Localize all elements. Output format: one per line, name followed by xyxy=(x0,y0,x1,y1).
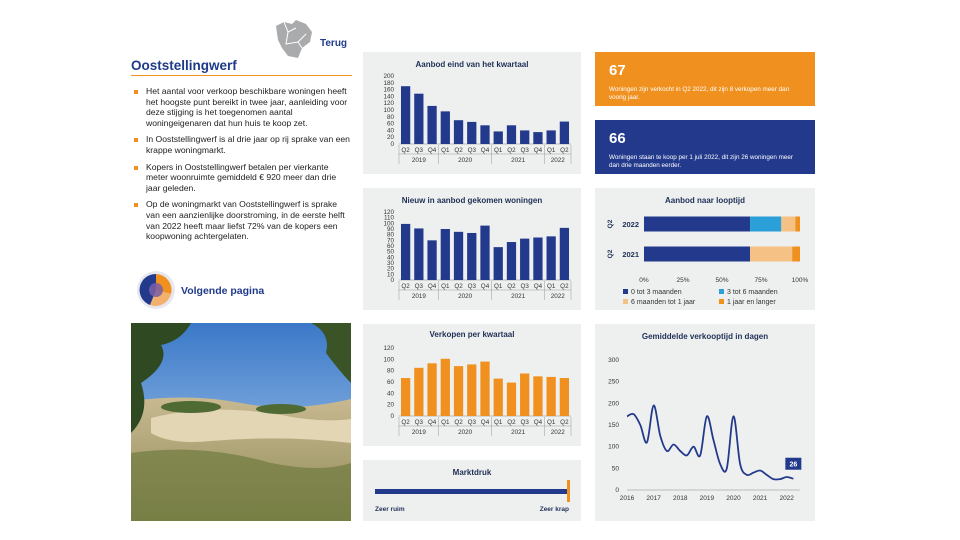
marktdruk-left-label: Zeer ruim xyxy=(375,506,405,513)
quarter-tick-label: Q3 xyxy=(467,147,476,154)
legend-label: 0 tot 3 maanden xyxy=(631,289,682,296)
bar xyxy=(414,228,423,280)
category-group-label: Q2 xyxy=(607,249,614,259)
bar xyxy=(560,378,569,416)
quarter-tick-label: Q1 xyxy=(494,283,503,290)
bar xyxy=(520,130,529,144)
bar xyxy=(467,122,476,144)
looptijd-stacked-chart xyxy=(595,188,815,310)
kpi-sold-text: Woningen zijn verkocht in Q2 2022, dit zijn 8 verkopen meer dan voorig jaar. xyxy=(609,86,790,101)
finding-item: Het aantal voor verkoop beschikbare woningen heeft het hoogste punt bereikt in twee jaar, aanleiding voor deze stijging is het toegenomen aantal woningeigenaren dat hun huis te koop zet. xyxy=(132,86,350,128)
marktdruk-track xyxy=(375,489,569,494)
back-link[interactable]: Terug xyxy=(320,38,348,49)
stacked-bar-segment xyxy=(750,247,792,262)
marktdruk-right-label: Zeer krap xyxy=(539,506,569,513)
verkopen-chart-panel xyxy=(363,324,581,446)
bar xyxy=(401,86,410,144)
legend-swatch xyxy=(719,299,724,304)
quarter-tick-label: Q1 xyxy=(494,419,503,426)
quarter-tick-label: Q2 xyxy=(507,283,516,290)
y-tick-label: 40 xyxy=(386,390,394,398)
bar xyxy=(454,232,463,280)
bar xyxy=(441,359,450,416)
quarter-tick-label: Q1 xyxy=(441,419,450,426)
quarter-tick-label: Q2 xyxy=(401,147,410,154)
year-tick-label: 2022 xyxy=(550,157,565,164)
verkopen-chart-title: Verkopen per kwartaal xyxy=(429,330,515,339)
bar xyxy=(401,224,410,280)
quarter-tick-label: Q3 xyxy=(414,283,424,290)
year-tick-label: 2020 xyxy=(458,293,473,300)
kpi-sold-box xyxy=(595,52,815,106)
quarter-tick-label: Q4 xyxy=(533,283,543,290)
bar xyxy=(547,377,556,416)
quarter-tick-label: Q3 xyxy=(520,419,529,426)
quarter-tick-label: Q2 xyxy=(454,147,463,154)
bar xyxy=(520,374,529,417)
quarter-tick-label: Q4 xyxy=(480,147,490,154)
quarter-tick-label: Q4 xyxy=(480,419,490,426)
year-tick-label: 2020 xyxy=(458,429,473,436)
bar xyxy=(480,226,489,280)
x-tick-label: 2022 xyxy=(779,495,794,502)
nieuw-chart-panel xyxy=(363,188,581,310)
pie-chart-icon xyxy=(136,270,176,310)
y-tick-label: 250 xyxy=(608,378,619,386)
y-tick-label: 160 xyxy=(383,86,394,94)
bar xyxy=(467,364,476,416)
x-tick-label: 2018 xyxy=(672,495,688,502)
bar xyxy=(454,366,463,416)
kpi-for-sale-text: Woningen staan te koop per 1 juli 2022, dit zijn 26 woningen meer dan drie maanden eerder. xyxy=(609,154,794,169)
x-tick-label: 2021 xyxy=(752,495,768,502)
quarter-tick-label: Q4 xyxy=(480,283,490,290)
year-tick-label: 2019 xyxy=(411,157,426,164)
year-tick-label: 2022 xyxy=(550,293,565,300)
y-tick-label: 100 xyxy=(383,220,394,228)
quarter-tick-label: Q4 xyxy=(533,419,543,426)
series-line xyxy=(627,405,793,479)
verkopen-bar-chart xyxy=(363,324,581,446)
y-tick-label: 120 xyxy=(383,100,394,108)
bar xyxy=(533,376,542,416)
legend-label: 3 tot 6 maanden xyxy=(727,289,778,296)
y-tick-label: 140 xyxy=(383,93,394,101)
y-tick-label: 0 xyxy=(390,141,394,148)
year-tick-label: 2022 xyxy=(550,429,565,436)
legend-swatch xyxy=(623,289,628,294)
category-label: 2022 xyxy=(622,220,639,229)
x-tick-label: 2020 xyxy=(726,495,741,502)
y-tick-label: 60 xyxy=(386,243,394,250)
quarter-tick-label: Q4 xyxy=(427,283,437,290)
quarter-tick-label: Q2 xyxy=(454,283,463,290)
year-tick-label: 2021 xyxy=(511,293,526,300)
year-tick-label: 2020 xyxy=(458,157,473,164)
y-tick-label: 20 xyxy=(386,401,394,409)
y-tick-label: 80 xyxy=(386,367,394,375)
bar xyxy=(401,378,410,416)
y-tick-label: 150 xyxy=(608,422,619,429)
y-tick-label: 120 xyxy=(383,345,394,352)
y-tick-label: 0 xyxy=(390,277,394,284)
quarter-tick-label: Q2 xyxy=(560,419,569,426)
aanbod-chart-title: Aanbod eind van het kwartaal xyxy=(415,60,529,69)
bar xyxy=(507,242,516,280)
bar xyxy=(560,122,569,144)
y-tick-label: 90 xyxy=(386,226,394,233)
quarter-tick-label: Q3 xyxy=(467,283,476,290)
page-title: Ooststellingwerf xyxy=(131,58,237,73)
quarter-tick-label: Q2 xyxy=(401,283,410,290)
quarter-tick-label: Q4 xyxy=(427,419,437,426)
y-tick-label: 50 xyxy=(611,465,619,473)
y-tick-label: 200 xyxy=(608,400,619,408)
y-tick-label: 0 xyxy=(615,487,619,494)
year-tick-label: 2019 xyxy=(411,293,426,300)
verkooptijd-chart-panel xyxy=(595,324,815,521)
y-tick-label: 60 xyxy=(386,379,394,386)
region-map-icon[interactable] xyxy=(272,18,316,62)
aanbod-bar-chart xyxy=(363,52,581,174)
quarter-tick-label: Q2 xyxy=(454,419,463,426)
y-tick-label: 100 xyxy=(383,356,394,364)
finding-item: Kopers in Ooststellingwerf betalen per vierkante meter woonruimte gemiddeld € 920 meer dan drie jaar geleden. xyxy=(132,162,350,194)
key-findings-list xyxy=(132,86,350,248)
quarter-tick-label: Q3 xyxy=(520,283,529,290)
quarter-tick-label: Q3 xyxy=(414,147,424,154)
stacked-bar-segment xyxy=(644,217,750,232)
y-tick-label: 100 xyxy=(608,443,619,451)
verkooptijd-chart-title: Gemiddelde verkooptijd in dagen xyxy=(641,332,769,341)
stacked-bar-segment xyxy=(792,247,800,262)
bar xyxy=(480,125,489,144)
category-group-label: Q2 xyxy=(607,219,614,229)
quarter-tick-label: Q3 xyxy=(414,419,424,426)
y-tick-label: 180 xyxy=(383,79,394,87)
quarter-tick-label: Q1 xyxy=(441,283,450,290)
x-tick-label: 25% xyxy=(676,277,690,284)
kpi-for-sale-number: 66 xyxy=(609,130,626,147)
legend-swatch xyxy=(719,289,724,294)
quarter-tick-label: Q4 xyxy=(533,147,543,154)
y-tick-label: 70 xyxy=(386,237,394,245)
y-tick-label: 200 xyxy=(383,73,394,80)
bar xyxy=(427,106,436,144)
legend-swatch xyxy=(623,299,628,304)
bar xyxy=(520,239,529,280)
year-tick-label: 2021 xyxy=(511,157,526,164)
x-tick-label: 2016 xyxy=(619,495,635,502)
quarter-tick-label: Q2 xyxy=(560,147,569,154)
stacked-bar-segment xyxy=(644,247,750,262)
bar xyxy=(533,132,542,144)
y-tick-label: 0 xyxy=(390,413,394,420)
stacked-bar-segment xyxy=(795,217,800,232)
x-tick-label: 100% xyxy=(791,277,809,284)
y-tick-label: 20 xyxy=(386,134,394,142)
nieuw-chart-title: Nieuw in aanbod gekomen woningen xyxy=(401,196,543,205)
x-tick-label: 50% xyxy=(715,277,729,284)
y-tick-label: 40 xyxy=(386,254,394,262)
marktdruk-title: Marktdruk xyxy=(452,468,492,477)
quarter-tick-label: Q2 xyxy=(401,419,410,426)
bar xyxy=(427,363,436,416)
y-tick-label: 120 xyxy=(383,209,394,216)
quarter-tick-label: Q2 xyxy=(507,419,516,426)
x-tick-label: 2017 xyxy=(646,495,661,502)
bar xyxy=(467,233,476,280)
quarter-tick-label: Q2 xyxy=(507,147,516,154)
quarter-tick-label: Q3 xyxy=(520,147,529,154)
looptijd-chart-title: Aanbod naar looptijd xyxy=(665,196,745,205)
next-page-label: Volgende pagina xyxy=(181,285,265,297)
y-tick-label: 100 xyxy=(383,107,394,114)
y-tick-label: 110 xyxy=(383,214,394,222)
legend-label: 6 maanden tot 1 jaar xyxy=(631,299,696,306)
bar xyxy=(441,111,450,144)
quarter-tick-label: Q2 xyxy=(560,283,569,290)
bar xyxy=(547,236,556,280)
bar xyxy=(454,120,463,144)
marktdruk-marker xyxy=(567,480,570,502)
quarter-tick-label: Q3 xyxy=(467,419,476,426)
quarter-tick-label: Q4 xyxy=(427,147,437,154)
x-tick-label: 75% xyxy=(754,277,768,284)
title-underline xyxy=(131,75,352,76)
next-page-button[interactable] xyxy=(136,270,296,310)
legend-label: 1 jaar en langer xyxy=(727,299,776,306)
bar xyxy=(480,362,489,416)
x-tick-label: 2019 xyxy=(699,495,715,502)
y-tick-label: 80 xyxy=(386,113,394,121)
category-label: 2021 xyxy=(622,250,639,259)
bar xyxy=(441,229,450,280)
quarter-tick-label: Q1 xyxy=(441,147,450,154)
quarter-tick-label: Q1 xyxy=(494,147,503,154)
bar xyxy=(414,94,423,144)
y-tick-label: 10 xyxy=(386,271,394,279)
year-tick-label: 2021 xyxy=(511,429,526,436)
bar xyxy=(533,238,542,281)
bar xyxy=(507,383,516,416)
kpi-for-sale-box xyxy=(595,120,815,174)
stacked-bar-segment xyxy=(750,217,781,232)
looptijd-chart-panel xyxy=(595,188,815,310)
bar xyxy=(560,228,569,280)
landscape-photo xyxy=(131,323,351,521)
quarter-tick-label: Q1 xyxy=(546,419,556,426)
aanbod-chart-panel xyxy=(363,52,581,174)
y-tick-label: 50 xyxy=(386,248,394,256)
kpi-sold-number: 67 xyxy=(609,62,626,79)
y-tick-label: 300 xyxy=(608,357,619,364)
bar xyxy=(494,247,503,280)
marktdruk-panel xyxy=(363,460,581,521)
stacked-bar-segment xyxy=(781,217,795,232)
bar xyxy=(507,125,516,144)
bar xyxy=(547,130,556,144)
bar xyxy=(414,368,423,416)
x-tick-label: 0% xyxy=(639,277,649,284)
verkooptijd-line-chart xyxy=(595,324,815,521)
finding-item: In Ooststellingwerf is al drie jaar op rij sprake van een krappe woningmarkt. xyxy=(132,134,350,155)
finding-item: Op de woningmarkt van Ooststellingwerf is sprake van een aanzienlijke doorstroming, in de eerste helft van 2022 heeft maar liefst 72% van de kopers een koopwoning achtergelaten. xyxy=(132,199,350,241)
bar xyxy=(427,240,436,280)
y-tick-label: 80 xyxy=(386,231,394,239)
nieuw-bar-chart xyxy=(363,188,581,310)
y-tick-label: 30 xyxy=(386,260,394,267)
y-tick-label: 40 xyxy=(386,127,394,135)
bar xyxy=(494,379,503,416)
y-tick-label: 20 xyxy=(386,265,394,273)
y-tick-label: 60 xyxy=(386,120,394,128)
bar xyxy=(494,131,503,144)
quarter-tick-label: Q1 xyxy=(546,147,556,154)
last-value-label: 26 xyxy=(789,461,798,469)
year-tick-label: 2019 xyxy=(411,429,426,436)
quarter-tick-label: Q1 xyxy=(546,283,556,290)
